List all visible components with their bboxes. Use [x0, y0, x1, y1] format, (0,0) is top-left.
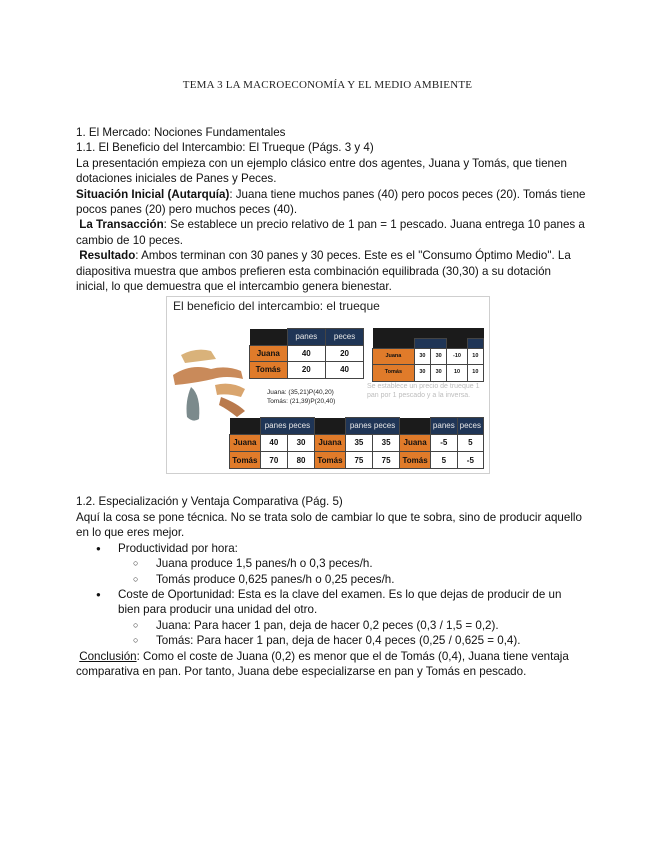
label-resultado: Resultado: [79, 249, 136, 263]
doc-title: TEMA 3 LA MACROECONOMÍA Y EL MEDIO AMBIENTE: [182, 79, 473, 91]
table-exchange: panes peces panes peces panes peces Juana 40 30 Juana 35 35 Juana -5 5 Tomás 70 80 Tomás 75 75 Tomás 5 -5: [229, 417, 484, 469]
bullet-list: [76, 541, 586, 649]
text-transaccion: : Se establece un precio relativo de 1 pan = 1 pescado. Juana entrega 10 panes a cambio de 10 peces.: [76, 218, 585, 247]
table-small-right: Juana 30 30 -10 10 Tomás 30 30 10 10: [372, 328, 484, 381]
paragraph-especializacion: Aquí la cosa se pone técnica. No se trata solo de cambiar lo que te sobra, sino de producir aquello en lo que eres mejor.: [76, 510, 582, 540]
heading-1: 1. El Mercado: Nociones Fundamentales: [76, 126, 286, 139]
sub-bullet-tomas: ○ Tomás produce 0,625 panes/h o 0,25 peces/h.: [76, 572, 586, 587]
paragraph-transaccion: [76, 217, 586, 248]
paragraph-autarquia: [76, 187, 586, 218]
table-endowment: panes peces Juana 40 20 Tomás 20 40: [249, 328, 364, 378]
row-juana: Juana: [250, 345, 288, 361]
sub-bullet-juana: ○ Juana produce 1,5 panes/h o 0,3 peces/h.: [76, 556, 586, 571]
header-panes-peces-1: panes peces: [260, 418, 314, 434]
sub-bullet-coste-tomas: ○ Tomás: Para hacer 1 pan, deja de hacer 0,4 peces (0,25 / 0,625 = 0,4).: [76, 633, 586, 648]
heading-1-2: 1.2. Especialización y Ventaja Comparativa (Pág. 5): [76, 495, 343, 509]
preference-note-tomas: Tomás: (21,39)P(20,40): [267, 398, 336, 406]
text-autarquia: : Juana tiene muchos panes (40) pero pocos peces (20). Tomás tiene pocos panes (20) pero muchos peces (40).: [76, 187, 586, 217]
text-conclusion: : Como el coste de Juana (0,2) es menor que el de Tomás (0,4), Juana tiene ventaja comparativa en pan. Por tanto, Juana debe especializarse en pan y Tomás en pescado.: [76, 649, 569, 678]
text-resultado: : Ambos terminan con 30 panes y 30 peces. Este es el "Consumo Óptimo Medio". La diapositiva muestra que ambos prefieren esta combinación equilibrada (30,30) a su dotación inicial, lo que demuestra que el intercambio genera bienestar.: [76, 249, 571, 294]
preference-note-juana: Juana: (35,21)P(40,20): [267, 389, 334, 397]
bullet-productividad: ● Productividad por hora: ○ Juana produce 1,5 panes/h o 0,3 peces/h. ○ Tomás produce 0,625 panes/h o 0,25 peces/h.: [76, 541, 586, 587]
header-panes-peces-2: panes peces: [345, 418, 399, 434]
header-peces: peces: [326, 329, 364, 345]
heading-1-1: 1.1. El Beneficio del Intercambio: El Trueque (Págs. 3 y 4): [76, 141, 374, 155]
sub-list-coste: [118, 618, 586, 649]
trueque-figure: [166, 296, 490, 474]
price-note: Se establece un precio de trueque 1 pan por 1 pescado y a la inversa.: [367, 383, 480, 400]
paragraph-conclusion: [76, 649, 586, 680]
bullet-coste-oportunidad: ● Coste de Oportunidad: Esta es la clave del examen. Es lo que dejas de producir de un bien para producir una unidad del otro. ○ Juana: Para hacer 1 pan, deja de hacer 0,2 peces (0,3 / 1,5 = 0,2). ○ Tomás: Para hacer 1 pan, deja de hacer 0,4 peces (0,25 / 0,625 = 0,4).: [76, 587, 586, 649]
sub-list-productividad: [118, 556, 586, 587]
label-autarquia: Situación Inicial (Autarquía): [76, 187, 230, 201]
header-panes: panes: [287, 329, 326, 345]
row-tomas: Tomás: [250, 362, 288, 378]
header-peces-2: peces: [457, 418, 483, 434]
sub-bullet-coste-juana: ○ Juana: Para hacer 1 pan, deja de hacer 0,2 peces (0,3 / 1,5 = 0,2).: [76, 618, 586, 633]
doc-body: [76, 125, 586, 679]
label-transaccion: La Transacción: [79, 218, 164, 232]
paragraph-resultado: [76, 248, 586, 294]
hands-illustration: [171, 345, 251, 425]
intro-paragraph: La presentación empieza con un ejemplo clásico entre dos agentes, Juana y Tomás, que tienen dotaciones iniciales de Panes y Peces.: [76, 156, 567, 186]
figure-title: El beneficio del intercambio: el trueque: [173, 299, 380, 314]
label-conclusion: Conclusión: [79, 649, 137, 663]
header-panes-2: panes: [430, 418, 457, 434]
